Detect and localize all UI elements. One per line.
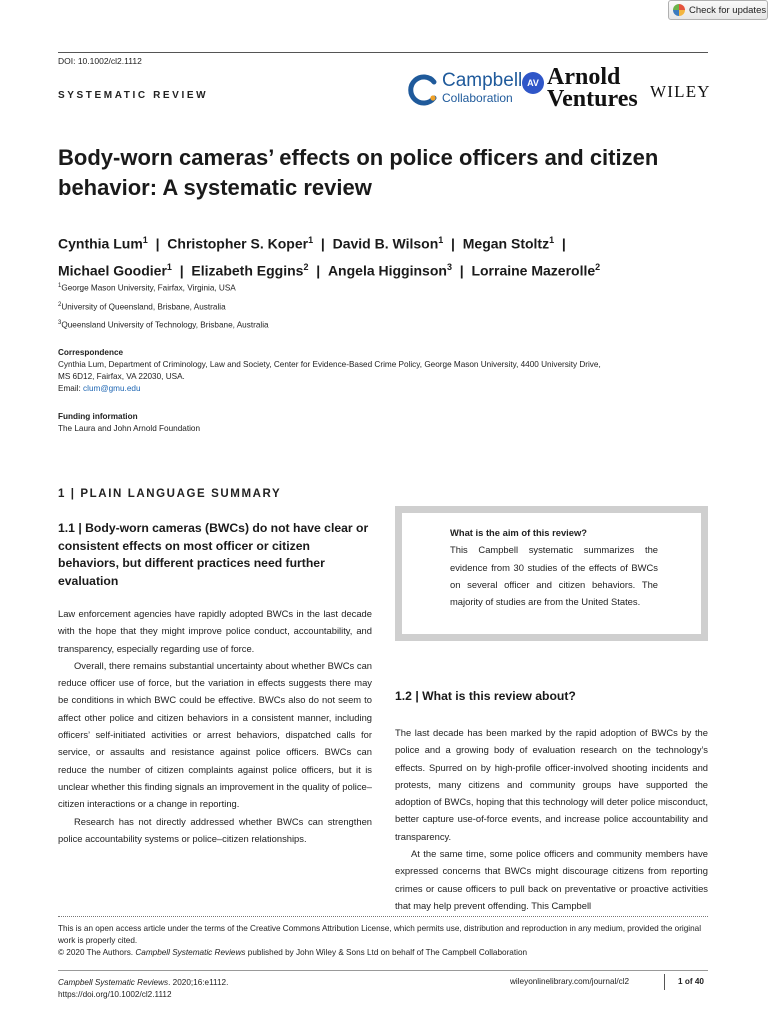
email-label: Email: — [58, 384, 81, 393]
correspondence-heading: Correspondence — [58, 348, 124, 357]
funding-block — [58, 411, 698, 435]
affiliation-number: 3 — [58, 320, 62, 326]
copyright-line — [58, 947, 710, 959]
paragraph: Law enforcement agencies have rapidly adopted BWCs in the last decade with the hope that they might improve police conduct, accountability, and transparency, especially regarding use of force. — [58, 608, 372, 654]
author-affiliation-marker: 1 — [142, 235, 148, 245]
check-for-updates-button[interactable] — [668, 0, 768, 20]
copyright-prefix: © 2020 The Authors. — [58, 948, 136, 957]
aim-box-content — [450, 524, 658, 610]
affiliation — [58, 283, 236, 293]
footer-journal: Campbell Systematic Reviews — [58, 978, 169, 987]
campbell-subname: Collaboration — [442, 91, 513, 105]
article-title: Body-worn cameras’ effects on police officers and citizen behavior: A systematic review — [58, 145, 659, 200]
correspondence-line: Cynthia Lum, Department of Criminology, Law and Society, Center for Evidence-Based Crime Policy, George Mason University, 4400 University Drive, — [58, 360, 601, 369]
author-name[interactable]: Angela Higginson — [327, 262, 447, 279]
ventures-word: Ventures — [547, 86, 638, 112]
top-rule — [58, 52, 708, 53]
wiley-logo: WILEY — [650, 82, 711, 101]
correspondence-email-row — [58, 383, 698, 395]
subsection-heading-1-2: 1.2 | What is this review about? — [395, 689, 576, 703]
license-text: This is an open access article under the terms of the Creative Commons Attribution License, which permits use, distribution and reproduction in any medium, provided the original work is properly cited. — [58, 924, 702, 945]
subsection-heading-1-1: 1.1 | Body-worn cameras (BWCs) do not have clear or consistent effects on most officer or citizen behaviors, but different practices need further evaluation — [58, 521, 369, 588]
footer-separator — [664, 974, 665, 990]
author-name[interactable]: Megan Stoltz — [462, 235, 550, 252]
funding-heading: Funding information — [58, 412, 138, 421]
arnold-word: Arnold — [547, 64, 621, 90]
paragraph: At the same time, some police officers and community members have expressed concerns that BWCs might discourage citizens from reporting crimes or cause officers to pull back on preventative or proactive activities that may help prevent offending. This Campbell — [395, 848, 708, 911]
campbell-name: Campbell — [442, 70, 523, 91]
author-list: Cynthia Lum$^1$ | Christopher S. Koper$^1$ | David B. Wilson$^1$ | Megan Stoltz$^1$ | Michael Goodier$^1$ | Elizabeth Eggins$^2$ | Angela Higginson$^3$ | Lorraine Mazerolle$^2$ — [58, 235, 601, 279]
left-column-text — [58, 605, 372, 847]
author-affiliation-marker: 2 — [595, 261, 601, 272]
affiliation — [58, 320, 269, 330]
right-column-text — [395, 724, 708, 914]
footer-journal-url[interactable]: wileyonlinelibrary.com/journal/cl2 — [510, 977, 630, 986]
author-name[interactable]: Lorraine Mazerolle — [471, 262, 596, 279]
author-affiliation-marker: 1 — [549, 235, 555, 245]
email-link[interactable]: clum@gmu.edu — [83, 384, 141, 393]
section-heading-plain-language-summary: 1 | PLAIN LANGUAGE SUMMARY — [58, 488, 282, 500]
affiliation-number: 1 — [58, 283, 62, 289]
campbell-logo-text — [442, 70, 522, 105]
aim-question: What is the aim of this review? — [450, 527, 588, 538]
license-notice — [58, 923, 710, 959]
author-name[interactable]: David B. Wilson — [332, 235, 439, 252]
doi: DOI: 10.1002/cl2.1112 — [58, 56, 142, 66]
footer-rule — [58, 970, 708, 971]
author-affiliation-marker: 2 — [303, 261, 309, 272]
paragraph: Research has not directly addressed whether BWCs can strengthen police accountability systems or police–citizen relationships. — [58, 815, 372, 844]
affiliation-text: George Mason University, Fairfax, Virginia, USA — [61, 283, 236, 293]
article-type: SYSTEMATIC REVIEW — [58, 90, 209, 101]
paragraph: The last decade has been marked by the rapid adoption of BWCs by the police and a growing body of evaluation research on the technology’s effects. Spurred on by high-profile officer-involved shooting incidents and protests, many citizens and community groups have supported the adoption of BWCs, hoping that this technology will deter police misconduct, better capture use-of-force events, and increase police accountability and transparency. — [395, 727, 708, 842]
correspondence-block — [58, 347, 698, 395]
crossmark-icon — [673, 4, 685, 16]
page-number: 1 of 40 — [678, 977, 704, 986]
copyright-suffix: published by John Wiley & Sons Ltd on behalf of The Campbell Collaboration — [245, 948, 528, 957]
arnold-ventures-badge-icon: AV — [522, 72, 544, 94]
funding-text: The Laura and John Arnold Foundation — [58, 424, 201, 433]
author-name[interactable]: Elizabeth Eggins — [191, 262, 304, 279]
author-name[interactable]: Michael Goodier — [58, 262, 167, 279]
citation-line — [58, 977, 228, 989]
license-divider — [58, 916, 708, 917]
aim-box — [395, 506, 708, 641]
affiliation-number: 2 — [58, 302, 62, 308]
author-affiliation-marker: 1 — [308, 235, 314, 245]
author-name[interactable]: Cynthia Lum — [58, 235, 143, 252]
author-affiliation-marker: 1 — [166, 261, 172, 272]
affiliation-text: University of Queensland, Brisbane, Australia — [61, 302, 226, 312]
author-name[interactable]: Christopher S. Koper — [167, 235, 309, 252]
campbell-logo-icon — [408, 74, 440, 106]
check-for-updates-label: Check for updates — [689, 4, 767, 16]
footer-doi-link[interactable]: https://doi.org/10.1002/cl2.1112 — [58, 990, 172, 999]
arnold-ventures-logo — [547, 66, 638, 110]
publisher-logos — [408, 64, 711, 114]
copyright-journal: Campbell Systematic Reviews — [135, 948, 246, 957]
footer-citation — [58, 977, 228, 1001]
author-affiliation-marker: 1 — [438, 235, 444, 245]
author-affiliation-marker: 3 — [446, 261, 452, 272]
affiliation — [58, 302, 226, 312]
footer-volume: . 2020;16:e1112. — [168, 978, 229, 987]
paragraph: Overall, there remains substantial uncertainty about whether BWCs can reduce officer use of force, but the variation in effects suggests there may be conditions in which BWC could be effective. BWCs also do not seem to affect other police and citizen behaviors in a consistent manner, including officers’ self-initiated activities or arrest behaviors, dispatched calls for service, or assaults and resistance against police officers. BWCs can reduce the number of citizen complaints against police officers, but it is unclear whether this finding signals an improvement in the quality of police–citizen interactions or a change in reporting. — [58, 659, 372, 810]
aim-answer: This Campbell systematic summarizes the evidence from 30 studies of the effects of BWCs on several officer and citizen behaviors. The majority of studies are from the United States. — [450, 544, 658, 608]
affiliation-text: Queensland University of Technology, Brisbane, Australia — [61, 320, 269, 330]
correspondence-line: MS 6D12, Fairfax, VA 22030, USA. — [58, 372, 185, 381]
